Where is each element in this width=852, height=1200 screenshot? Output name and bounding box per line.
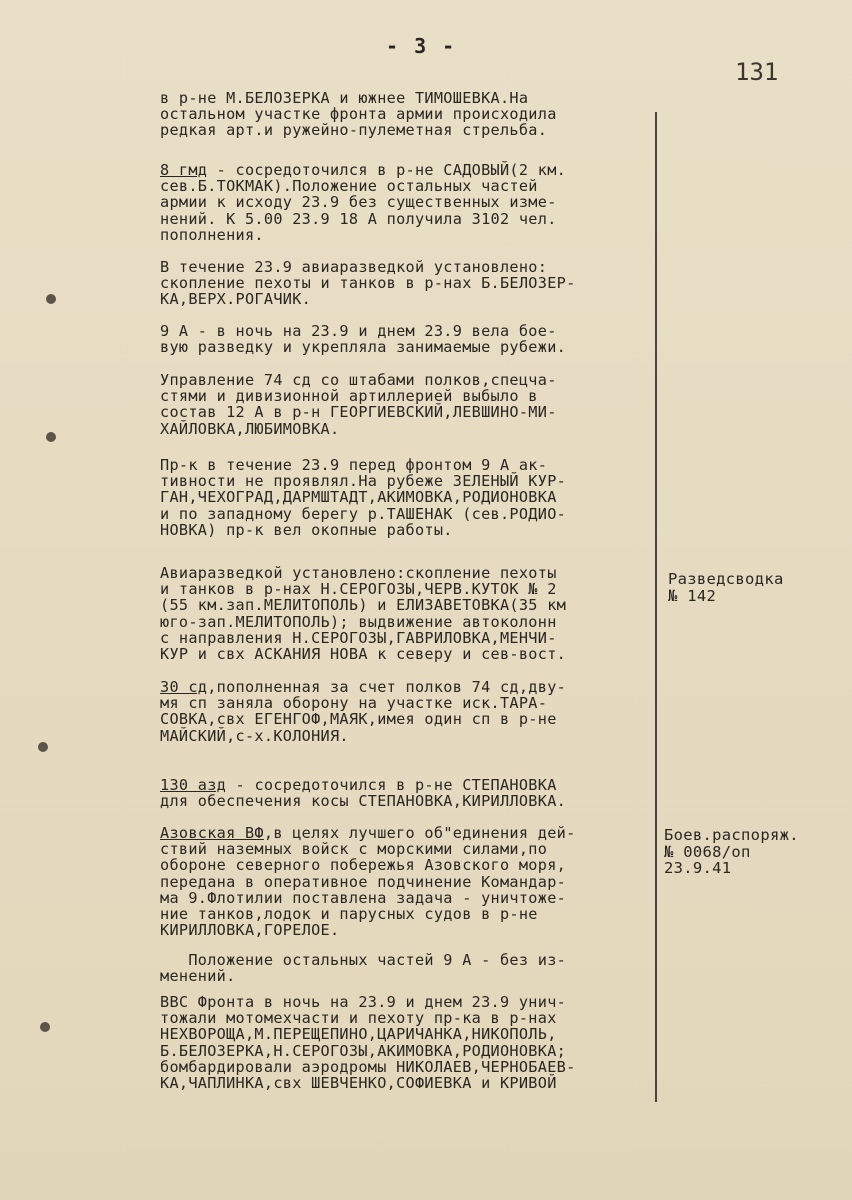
line-text: остальном участке фронта армии происходила — [160, 105, 557, 124]
text-line — [160, 372, 557, 388]
binding-hole — [40, 1022, 50, 1032]
paragraph — [160, 825, 576, 938]
text-line — [160, 695, 566, 711]
text-line — [160, 275, 576, 291]
text-line — [160, 1059, 576, 1075]
line-text: Положение остальных частей 9 А - без из- — [160, 951, 567, 969]
text-line — [160, 339, 566, 355]
paragraph — [160, 952, 566, 984]
text-line — [160, 388, 557, 404]
binding-hole — [46, 432, 56, 442]
text-line — [160, 178, 566, 194]
text-line — [160, 457, 566, 473]
margin-note-battle-order: Боев.распоряж. № 0068/оп 23.9.41 — [664, 826, 799, 877]
line-text: КА,ВЕРХ.РОГАЧИК. — [160, 290, 312, 309]
paragraph — [160, 679, 566, 744]
text-line — [160, 825, 576, 841]
text-line — [160, 90, 557, 106]
text-line — [160, 421, 557, 437]
line-text: стями и дивизионной артиллерией выбыло в — [160, 387, 538, 406]
line-text: ,в целях лучшего об"единения дей- — [263, 824, 576, 842]
text-line — [160, 646, 566, 662]
text-line — [160, 952, 566, 968]
text-line — [160, 211, 566, 227]
binding-hole — [46, 294, 56, 304]
text-line — [160, 857, 576, 873]
text-line — [160, 597, 566, 613]
text-line — [160, 581, 566, 597]
text-line — [160, 793, 566, 809]
line-text: МАЙСКИЙ,с-х.КОЛОНИЯ. — [160, 726, 349, 745]
text-line — [160, 565, 566, 581]
text-line — [160, 1026, 576, 1042]
line-text: КУР и свх АСКАНИЯ НОВА к северу и сев-вост. — [160, 645, 567, 664]
binding-hole — [38, 742, 48, 752]
text-line — [160, 522, 566, 538]
line-text: и танков в р-нах Н.СЕРОГОЗЫ,ЧЕРВ.КУТОК № 2 — [160, 580, 557, 599]
text-line — [160, 906, 576, 922]
paragraph — [160, 372, 557, 437]
line-text: КА,ЧАПЛИНКА,свх ШЕВЧЕНКО,СОФИЕВКА и КРИВОЙ — [160, 1074, 557, 1093]
line-text: (55 км.зап.МЕЛИТОПОЛЬ) и ЕЛИЗАВЕТОВКА(35 км — [160, 596, 567, 615]
text-line — [160, 922, 576, 938]
line-text: с направления Н.СЕРОГОЗЫ,ГАВРИЛОВКА,МЕНЧИ- — [160, 628, 557, 647]
text-line — [160, 1010, 576, 1026]
line-text: ХАЙЛОВКА,ЛЮБИМОВКА. — [160, 419, 340, 438]
margin-note-recon-report: Разведсводка № 142 — [668, 570, 784, 605]
line-text: для обеспечения косы СТЕПАНОВКА,КИРИЛЛОВКА. — [160, 792, 567, 811]
text-line — [160, 1075, 576, 1091]
line-text: в р-не М.БЕЛОЗЕРКА и южнее ТИМОШЕВКА.На — [160, 89, 529, 107]
line-text: бомбардировали аэродромы НИКОЛАЕВ,ЧЕРНОБАЕВ- — [160, 1057, 576, 1076]
line-text: редкая арт.и ружейно-пулеметная стрельба. — [160, 121, 548, 140]
line-text: КИРИЛЛОВКА,ГОРЕЛОЕ. — [160, 921, 340, 940]
line-text: армии к исходу 23.9 без существенных изме- — [160, 193, 557, 212]
line-text: состав 12 А в р-н ГЕОРГИЕВСКИЙ,ЛЕВШИНО-МИ- — [160, 403, 557, 422]
page-number: - 3 - — [386, 34, 457, 58]
line-text: тивности не проявлял.На рубеже ЗЕЛЕНЫЙ КУР- — [160, 472, 567, 491]
line-text: тожали мотомехчасти и пехоту пр-ка в р-нах — [160, 1009, 557, 1028]
line-text: СОВКА,свх ЕГЕНГОФ,МАЯК,имея один сп в р-не — [160, 710, 557, 729]
line-text: 9 А - в ночь на 23.9 и днем 23.9 вела бое- — [160, 322, 557, 340]
text-line — [160, 728, 566, 744]
text-line — [160, 291, 576, 307]
text-line — [160, 841, 576, 857]
text-line — [160, 473, 566, 489]
unit-designation: 130 азд — [160, 776, 227, 794]
paragraph — [160, 90, 557, 139]
line-text: ГАН,ЧЕХОГРАД,ДАРМШТАДТ,АКИМОВКА,РОДИОНОВКА — [160, 488, 557, 507]
line-text: Авиаразведкой установлено:скопление пехоты — [160, 564, 557, 582]
line-text: ВВС Фронта в ночь на 23.9 и днем 23.9 унич- — [160, 993, 567, 1011]
text-line — [160, 890, 576, 906]
text-line — [160, 506, 566, 522]
text-line — [160, 711, 566, 727]
line-text: юго-зап.МЕЛИТОПОЛЬ); выдвижение автоколонн — [160, 612, 557, 631]
line-text: обороне северного побережья Азовского моря, — [160, 856, 567, 875]
text-line — [160, 1043, 576, 1059]
text-line — [160, 259, 576, 275]
line-text: В течение 23.9 авиаразведкой установлено: — [160, 258, 548, 276]
text-line — [160, 630, 566, 646]
line-text: сев.Б.ТОКМАК).Положение остальных частей — [160, 177, 538, 196]
text-line — [160, 194, 566, 210]
line-text: передана в оперативное подчинение Командар- — [160, 872, 567, 891]
line-text: вую разведку и укрепляла занимаемые рубежи. — [160, 338, 567, 357]
line-text: НОВКА) пр-к вел окопные работы. — [160, 520, 453, 539]
paragraph — [160, 777, 566, 809]
line-text: нений. К 5.00 23.9 18 А получила 3102 чел. — [160, 209, 557, 228]
text-line — [160, 162, 566, 178]
paragraph — [160, 259, 576, 308]
text-line — [160, 227, 566, 243]
paragraph — [160, 457, 566, 538]
text-line — [160, 679, 566, 695]
paragraph — [160, 162, 566, 243]
archive-folio-number: 131 — [735, 58, 779, 86]
text-line — [160, 968, 566, 984]
text-line — [160, 323, 566, 339]
margin-rule — [655, 112, 657, 1102]
text-line — [160, 106, 557, 122]
line-text: Управление 74 сд со штабами полков,спецча- — [160, 371, 557, 389]
line-text: - сосредоточился в р-не СТЕПАНОВКА — [226, 776, 557, 794]
paragraph — [160, 994, 576, 1091]
text-line — [160, 122, 557, 138]
text-line — [160, 489, 566, 505]
line-text: скопление пехоты и танков в р-нах Б.БЕЛОЗЕР- — [160, 274, 576, 293]
line-text: Пр-к в течение 23.9 перед фронтом 9 А ак- — [160, 456, 548, 474]
line-text: НЕХВОРОЩА,М.ПЕРЕЩЕПИНО,ЦАРИЧАНКА,НИКОПОЛЬ, — [160, 1025, 557, 1044]
text-line — [160, 777, 566, 793]
line-text: ствий наземных войск с морскими силами,по — [160, 840, 548, 859]
text-line — [160, 994, 576, 1010]
text-line — [160, 614, 566, 630]
line-text: ,пополненная за счет полков 74 сд,дву- — [207, 678, 567, 696]
unit-designation: 30 сд — [160, 678, 208, 696]
unit-designation: Азовская ВФ — [160, 824, 264, 842]
line-text: менений. — [160, 967, 236, 986]
text-line — [160, 874, 576, 890]
line-text: и по западному берегу р.ТАШЕНАК (сев.РОДИО- — [160, 504, 567, 523]
line-text: - сосредоточился в р-не САДОВЫЙ(2 км. — [207, 161, 567, 179]
line-text: ма 9.Флотилии поставлена задача - уничтоже- — [160, 888, 567, 907]
paragraph — [160, 565, 566, 662]
paragraph — [160, 323, 566, 355]
unit-designation: 8 гмд — [160, 161, 208, 179]
line-text: Б.БЕЛОЗЕРКА,Н.СЕРОГОЗЫ,АКИМОВКА,РОДИОНОВКА; — [160, 1041, 567, 1060]
line-text: пополнения. — [160, 225, 264, 244]
text-line — [160, 404, 557, 420]
line-text: ние танков,лодок и парусных судов в р-не — [160, 905, 538, 924]
line-text: мя сп заняла оборону на участке иск.ТАРА- — [160, 694, 548, 713]
